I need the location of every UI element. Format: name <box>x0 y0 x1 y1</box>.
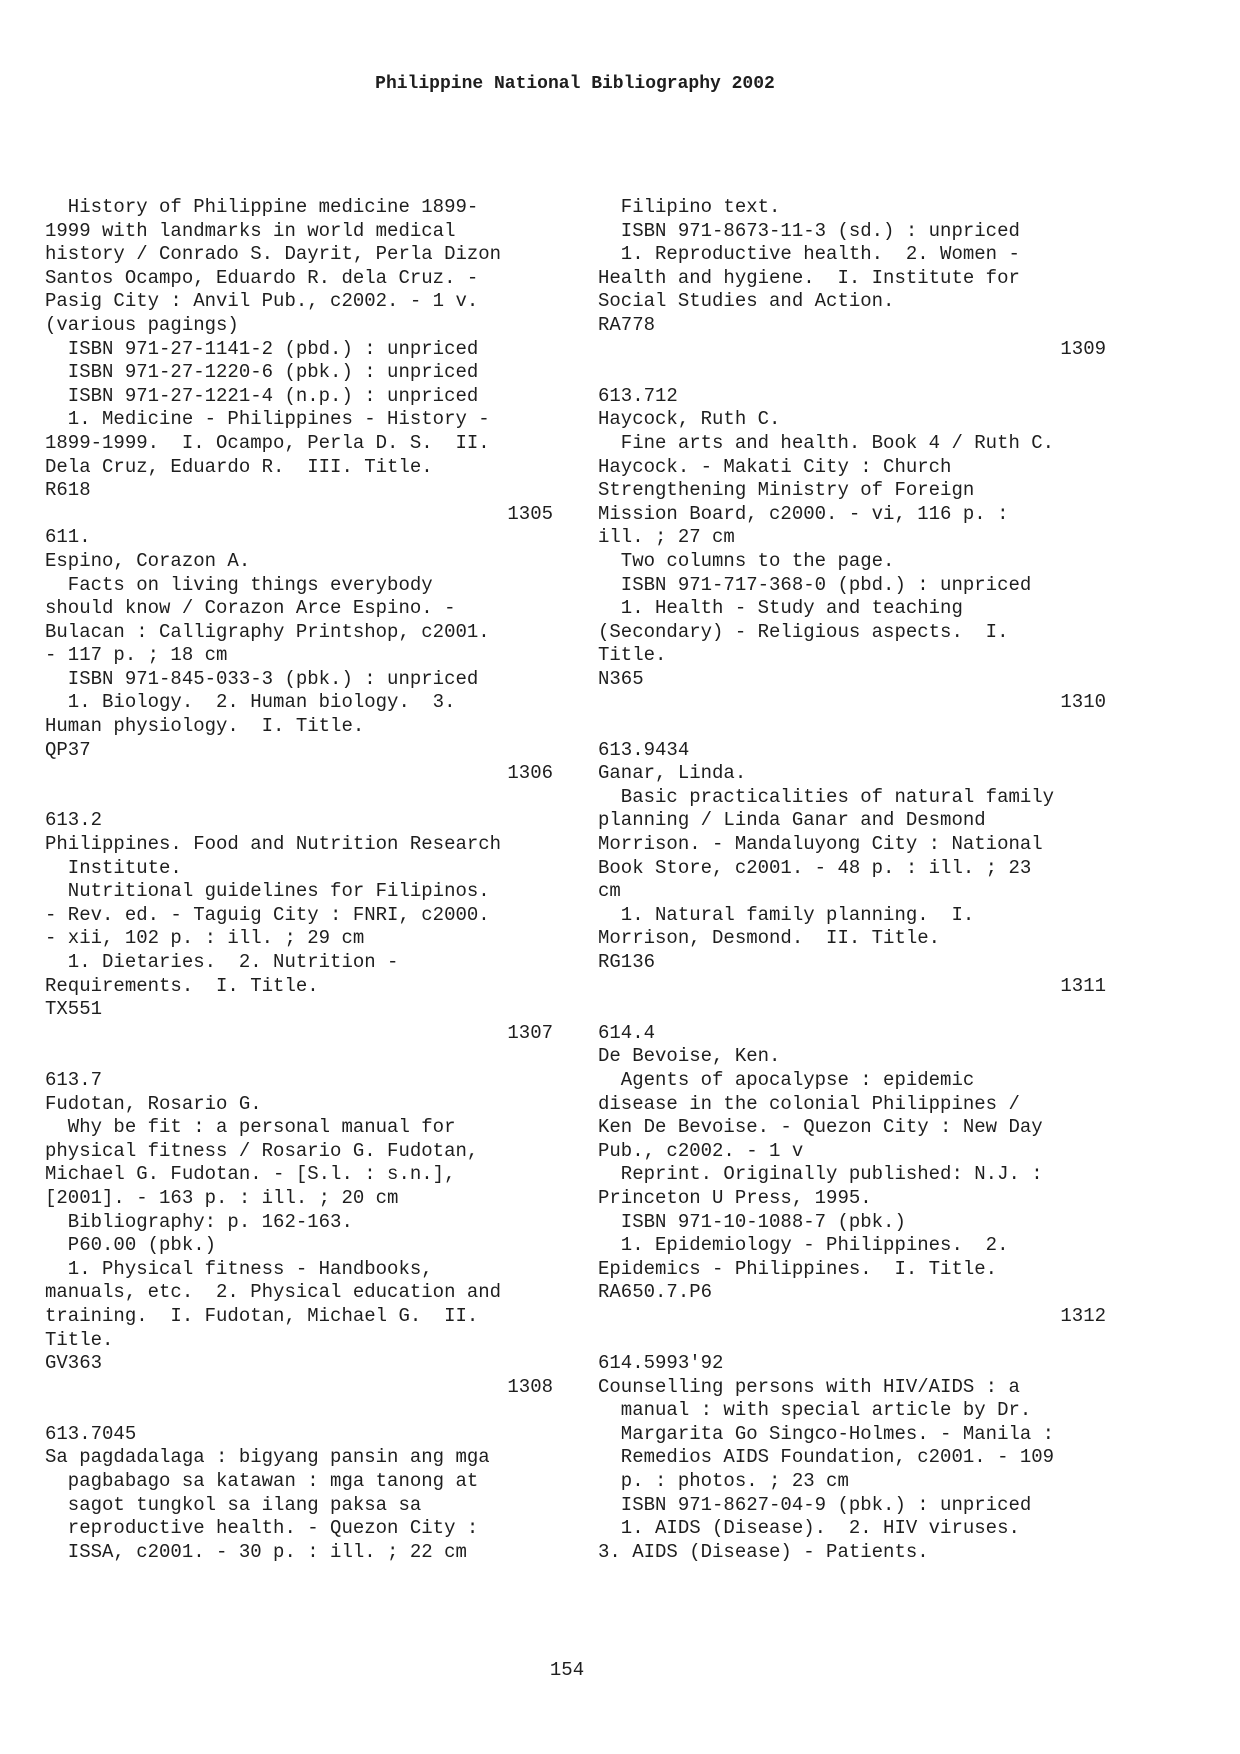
entry-number: 1311 <box>1060 974 1106 997</box>
entry-line: Book Store, c2001. - 48 p. : ill. ; 23 <box>598 856 1032 879</box>
entry-number: 1305 <box>507 502 553 525</box>
entry-number: 1306 <box>507 762 553 785</box>
page-header: Philippine National Bibliography 2002 <box>375 74 775 94</box>
entry-number: 1309 <box>1060 337 1106 360</box>
entry-number: 1312 <box>1060 1304 1106 1327</box>
entry-line: Santos Ocampo, Eduardo R. dela Cruz. - <box>45 266 479 289</box>
entry-line: Epidemics - Philippines. I. Title. <box>598 1257 998 1280</box>
bibliography-entry <box>598 1352 1106 1564</box>
entry-spacer <box>598 1329 1106 1353</box>
entry-line: disease in the colonial Philippines / <box>598 1092 1020 1115</box>
entry-line: Health and hygiene. I. Institute for <box>598 266 1020 289</box>
entry-line: Haycock, Ruth C. <box>598 408 781 431</box>
entry-line: (various pagings) <box>45 313 239 336</box>
entry-line: Espino, Corazon A. <box>45 549 251 572</box>
entry-line: ISBN 971-845-033-3 (pbk.) : unpriced <box>45 667 479 690</box>
entry-line: Facts on living things everybody <box>45 573 433 596</box>
bibliography-entry <box>45 809 553 1045</box>
entry-spacer <box>598 998 1106 1022</box>
entry-line: Strengthening Ministry of Foreign <box>598 479 975 502</box>
bibliography-entry <box>598 1022 1106 1329</box>
entry-line: Princeton U Press, 1995. <box>598 1186 872 1209</box>
entry-line: Human physiology. I. Title. <box>45 715 365 738</box>
entry-line: Ganar, Linda. <box>598 762 747 785</box>
entry-line: 1999 with landmarks in world medical <box>45 219 456 242</box>
left-column <box>45 196 553 1564</box>
page-number: 154 <box>549 1659 585 1681</box>
entry-line: Ken De Bevoise. - Quezon City : New Day <box>598 1116 1043 1139</box>
entry-line: [2001]. - 163 p. : ill. ; 20 cm <box>45 1186 399 1209</box>
entry-line: physical fitness / Rosario G. Fudotan, <box>45 1139 479 1162</box>
entry-line: ISBN 971-27-1221-4 (n.p.) : unpriced <box>45 384 479 407</box>
entry-line: - Rev. ed. - Taguig City : FNRI, c2000. <box>45 903 490 926</box>
entry-number: 1307 <box>507 1021 553 1044</box>
entry-line: Morrison, Desmond. II. Title. <box>598 927 941 950</box>
bibliography-entry <box>598 739 1106 999</box>
entry-line: (Secondary) - Religious aspects. I. <box>598 620 1009 643</box>
entry-line: cm <box>598 880 621 903</box>
entry-line: 614.5993'92 <box>598 1352 724 1375</box>
entry-line: 611. <box>45 526 91 549</box>
entry-line: N365 <box>598 667 644 690</box>
entry-line: pagbabago sa katawan : mga tanong at <box>45 1470 479 1493</box>
entry-line: Fudotan, Rosario G. <box>45 1092 262 1115</box>
entry-line: - 117 p. ; 18 cm <box>45 644 228 667</box>
entry-line: Nutritional guidelines for Filipinos. <box>45 880 490 903</box>
bibliography-entry <box>45 1423 553 1565</box>
entry-line: Morrison. - Mandaluyong City : National <box>598 833 1043 856</box>
entry-line: reproductive health. - Quezon City : <box>45 1517 479 1540</box>
entry-line: Michael G. Fudotan. - [S.l. : s.n.], <box>45 1163 456 1186</box>
entry-line: ISBN 971-27-1141-2 (pbd.) : unpriced <box>45 337 479 360</box>
entry-line: Philippines. Food and Nutrition Research <box>45 833 502 856</box>
entry-line: history / Conrado S. Dayrit, Perla Dizon <box>45 243 502 266</box>
entry-line: Filipino text. <box>598 196 781 218</box>
entry-line: Title. <box>45 1328 114 1351</box>
entry-line: 1. Physical fitness - Handbooks, <box>45 1257 433 1280</box>
entry-line: manuals, etc. 2. Physical education and <box>45 1281 502 1304</box>
entry-line: 613.712 <box>598 384 678 407</box>
entry-line: p. : photos. ; 23 cm <box>598 1470 849 1493</box>
entry-line: 1. AIDS (Disease). 2. HIV viruses. <box>598 1517 1020 1540</box>
bibliography-entry <box>598 385 1106 715</box>
entry-line: 1899-1999. I. Ocampo, Perla D. S. II. <box>45 431 490 454</box>
entry-line: 1. Health - Study and teaching <box>598 597 963 620</box>
entry-spacer <box>598 361 1106 385</box>
entry-line: Sa pagdadalaga : bigyang pansin ang mga <box>45 1446 490 1469</box>
entry-line: Basic practicalities of natural family <box>598 785 1055 808</box>
entry-line: ISSA, c2001. - 30 p. : ill. ; 22 cm <box>45 1540 467 1563</box>
bibliography-entry <box>598 196 1106 361</box>
entry-spacer <box>598 715 1106 739</box>
entry-line: Title. <box>598 644 667 667</box>
entry-line: History of Philippine medicine 1899- <box>45 196 479 218</box>
entry-line: QP37 <box>45 738 91 761</box>
entry-line: De Bevoise, Ken. <box>598 1045 781 1068</box>
entry-line: Requirements. I. Title. <box>45 974 319 997</box>
bibliography-entry <box>45 526 553 786</box>
entry-line: Agents of apocalypse : epidemic <box>598 1068 975 1091</box>
entry-line: ISBN 971-8627-04-9 (pbk.) : unpriced <box>598 1493 1032 1516</box>
entry-line: 613.9434 <box>598 738 690 761</box>
entry-line: 614.4 <box>598 1021 656 1044</box>
entry-line: training. I. Fudotan, Michael G. II. <box>45 1304 479 1327</box>
entry-line: Fine arts and health. Book 4 / Ruth C. <box>598 431 1055 454</box>
entry-line: Margarita Go Singco-Holmes. - Manila : <box>598 1422 1055 1445</box>
entry-line: 613.7 <box>45 1068 103 1091</box>
entry-line: - xii, 102 p. : ill. ; 29 cm <box>45 927 365 950</box>
entry-line: 3. AIDS (Disease) - Patients. <box>598 1540 929 1563</box>
entry-line: Bulacan : Calligraphy Printshop, c2001. <box>45 620 490 643</box>
entry-line: 1. Natural family planning. I. <box>598 903 975 926</box>
entry-spacer <box>45 1399 553 1423</box>
entry-line: Dela Cruz, Eduardo R. III. Title. <box>45 455 433 478</box>
entry-line: 1. Medicine - Philippines - History - <box>45 408 490 431</box>
entry-line: ISBN 971-27-1220-6 (pbk.) : unpriced <box>45 361 479 384</box>
entry-line: sagot tungkol sa ilang paksa sa <box>45 1493 422 1516</box>
entry-number: 1308 <box>507 1375 553 1398</box>
entry-line: Counselling persons with HIV/AIDS : a <box>598 1375 1020 1398</box>
entry-line: Why be fit : a personal manual for <box>45 1116 456 1139</box>
entry-line: RA778 <box>598 313 656 336</box>
entry-line: TX551 <box>45 998 103 1021</box>
entry-spacer <box>45 1045 553 1069</box>
entry-line: P60.00 (pbk.) <box>45 1234 217 1257</box>
entry-line: Reprint. Originally published: N.J. : <box>598 1163 1043 1186</box>
entry-line: Pub., c2002. - 1 v <box>598 1139 804 1162</box>
entry-line: Institute. <box>45 856 182 879</box>
entry-number: 1310 <box>1060 691 1106 714</box>
entry-line: Mission Board, c2000. - vi, 116 p. : <box>598 502 1009 525</box>
entry-line: Two columns to the page. <box>598 549 895 572</box>
bibliography-entry <box>45 1069 553 1399</box>
entry-line: ill. ; 27 cm <box>598 526 735 549</box>
entry-line: 1. Epidemiology - Philippines. 2. <box>598 1234 1009 1257</box>
entry-line: ISBN 971-8673-11-3 (sd.) : unpriced <box>598 219 1020 242</box>
entry-line: 1. Biology. 2. Human biology. 3. <box>45 691 456 714</box>
entry-line: should know / Corazon Arce Espino. - <box>45 597 456 620</box>
entry-line: 613.7045 <box>45 1422 137 1445</box>
right-column <box>598 196 1106 1564</box>
entry-line: RA650.7.P6 <box>598 1281 713 1304</box>
entry-line: 613.2 <box>45 809 103 832</box>
entry-line: RG136 <box>598 951 656 973</box>
entry-line: GV363 <box>45 1352 103 1375</box>
entry-line: Bibliography: p. 162-163. <box>45 1210 353 1233</box>
entry-line: R618 <box>45 479 91 502</box>
entry-line: Pasig City : Anvil Pub., c2002. - 1 v. <box>45 290 479 313</box>
entry-line: Remedios AIDS Foundation, c2001. - 109 <box>598 1446 1055 1469</box>
entry-line: ISBN 971-717-368-0 (pbd.) : unpriced <box>598 573 1032 596</box>
bibliography-entry <box>45 196 553 526</box>
entry-line: planning / Linda Ganar and Desmond <box>598 809 986 832</box>
entry-line: Social Studies and Action. <box>598 290 895 313</box>
entry-spacer <box>45 786 553 810</box>
entry-line: ISBN 971-10-1088-7 (pbk.) <box>598 1210 906 1233</box>
entry-line: manual : with special article by Dr. <box>598 1399 1032 1422</box>
entry-line: 1. Dietaries. 2. Nutrition - <box>45 951 399 973</box>
entry-line: Haycock. - Makati City : Church <box>598 455 952 478</box>
entry-line: 1. Reproductive health. 2. Women - <box>598 243 1020 266</box>
